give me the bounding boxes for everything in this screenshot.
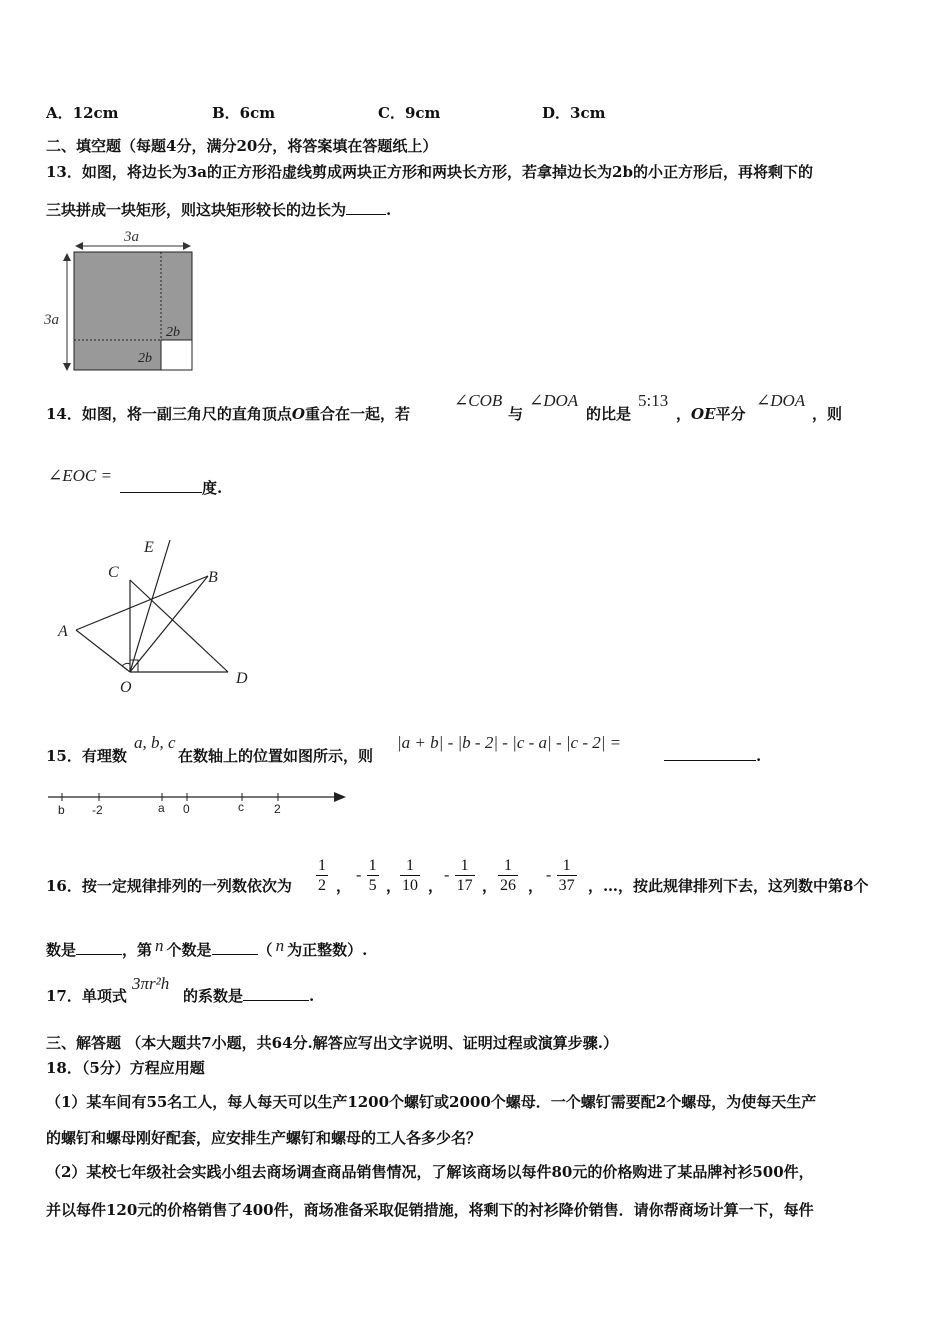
q16-den-6: 37	[558, 877, 575, 894]
q18-title: 18．（5分）方程应用题	[46, 1059, 205, 1077]
q14-angle-doa: ∠DOA	[529, 391, 579, 410]
q14-label-C: C	[108, 564, 119, 581]
q13-label-left: 3a	[44, 312, 59, 328]
q16-sep-2: ，	[386, 877, 402, 895]
q17-prefix: 17．单项式	[46, 987, 127, 1005]
q16-num-3: 1	[400, 856, 420, 876]
q15-expr: |a + b| - |b - 2| - |c - a| - |c - 2| =	[397, 733, 622, 752]
q15-answer-line	[664, 746, 761, 766]
q14-label-A: A	[58, 623, 68, 640]
q14-label-B: B	[208, 569, 218, 586]
q16-line2b: ，第	[122, 941, 153, 959]
q13-line1: 13．如图，将边长为3a的正方形沿虚线剪成两块正方形和两块长方形，若拿掉边长为2b的小正方形后，再将剩下的	[46, 163, 813, 181]
q13-answer-blank[interactable]	[346, 214, 386, 215]
q15-mid: 在数轴上的位置如图所示，则	[178, 747, 374, 765]
q17-line	[183, 986, 314, 1006]
q16-den-3: 10	[402, 877, 418, 894]
q14-label-D: D	[236, 670, 248, 687]
q16-sep-5: ，	[528, 877, 544, 895]
q14-text-b: 重合在一起，若	[304, 405, 410, 423]
q14-angle-doa-2: ∠DOA	[756, 391, 806, 410]
q16-prefix: 16．按一定规律排列的一列数依次为	[46, 877, 292, 895]
q14-label-E: E	[144, 539, 154, 556]
q13-end: .	[386, 201, 392, 219]
q17-answer-blank[interactable]	[243, 1000, 309, 1001]
section2-header: 二、填空题（每题4分，满分20分，将答案填在答题纸上）	[46, 137, 438, 155]
q17-expr: 3πr²h	[132, 974, 170, 993]
q13-removed-square	[161, 340, 192, 370]
q14-mid2: 的比是	[586, 405, 632, 423]
q16-den-5: 26	[500, 877, 516, 894]
q15-number-line	[44, 786, 354, 820]
q14-label-O: O	[120, 679, 132, 696]
q16-term-4	[444, 856, 475, 896]
q16-frac-2	[367, 856, 379, 895]
q15-tick-a: a	[158, 801, 165, 815]
q16-den-1: 2	[318, 877, 326, 894]
q15-abc: a, b, c	[134, 733, 176, 752]
q16-sep-1: ，	[336, 877, 352, 895]
q13-label-inner-right: 2b	[166, 325, 180, 340]
q14-OE: OE	[691, 405, 716, 423]
q15-tick-b: b	[58, 803, 65, 817]
q16-sign-4: -	[444, 866, 450, 884]
q16-line2a: 数是	[46, 941, 77, 959]
q15-tick-2: 2	[274, 802, 281, 816]
q16-term-2	[356, 856, 379, 896]
q14-ratio: 5:13	[638, 391, 669, 410]
q14-line2	[120, 478, 222, 498]
q16-sep-3: ，	[428, 877, 444, 895]
choice-a: A．12cm	[46, 104, 119, 122]
q16-n-2: n	[275, 936, 285, 955]
q17-suffix: 的系数是	[183, 987, 244, 1005]
q15-end: .	[756, 747, 762, 765]
q14-answer-blank[interactable]	[120, 492, 202, 493]
q16-num-2: 1	[368, 857, 377, 874]
q16-term-1	[316, 856, 328, 896]
q14-prefix	[46, 404, 410, 424]
q14-text-a: 14．如图，将一副三角尺的直角顶点	[46, 405, 292, 423]
q16-sep-4: ，	[482, 877, 498, 895]
q14-eoc: ∠EOC =	[48, 466, 112, 485]
q18-p1a: （1）某车间有55名工人，每人每天可以生产1200个螺钉或2000个螺母．一个螺钉需要配2个螺母，为使每天生产	[46, 1093, 817, 1111]
q13-text: 三块拼成一块矩形，则这块矩形较长的边长为	[46, 201, 347, 219]
q14-O: O	[291, 405, 305, 423]
q16-line2	[46, 936, 368, 960]
choice-c: C．9cm	[378, 104, 441, 122]
q14-ze: ，则	[812, 405, 843, 423]
q16-sign-6: -	[546, 866, 552, 884]
q14-oe	[676, 404, 746, 424]
choice-b: B．6cm	[212, 104, 276, 122]
q13-label-top: 3a	[124, 229, 139, 245]
q18-p2a: （2）某校七年级社会实践小组去商场调查商品销售情况，了解该商场以每件80元的价格购进了某品牌衬衫500件，	[46, 1163, 814, 1181]
q15-tick-c: c	[238, 800, 244, 814]
q16-num-1: 1	[318, 857, 326, 874]
q16-line2c: 个数是	[166, 941, 212, 959]
q14-angle-cob: ∠COB	[454, 391, 503, 410]
q16-term-3	[400, 856, 420, 896]
q13-figure	[40, 226, 205, 376]
q15-tick-m2: -2	[92, 803, 103, 817]
q16-term-6	[546, 856, 577, 896]
choice-d: D．3cm	[542, 104, 606, 122]
q16-frac-5	[498, 856, 518, 895]
q15-answer-blank[interactable]	[664, 760, 756, 761]
q16-num-4: 1	[455, 856, 475, 876]
q16-den-2: 5	[368, 877, 377, 894]
q13-label-inner-bottom: 2b	[138, 351, 152, 366]
q16-line2d: （	[257, 941, 273, 959]
section3-header: 三、解答题 （本大题共7小题，共64分.解答应写出文字说明、证明过程或演算步骤.）	[46, 1034, 618, 1052]
q18-p2b: 并以每件120元的价格销售了400件，商场准备采取促销措施，将剩下的衬衫降价销售．请你帮商场计算一下，每件	[46, 1201, 814, 1219]
q16-answer-blank-1[interactable]	[76, 954, 122, 955]
q17-end: .	[309, 987, 315, 1005]
q14-du: 度.	[202, 479, 223, 497]
q16-sign-2: -	[356, 866, 362, 884]
q14-figure	[50, 530, 270, 700]
q14-yu: 与	[508, 405, 524, 423]
q18-p1b: 的螺钉和螺母刚好配套，应安排生产螺钉和螺母的工人各多少名？	[46, 1129, 482, 1147]
q16-frac-1	[316, 856, 328, 895]
q16-frac-6	[557, 856, 577, 895]
q16-line2e: 为正整数）.	[287, 941, 368, 959]
q16-num-5: 1	[498, 856, 518, 876]
q16-num-6: 1	[557, 856, 577, 876]
q16-suffix: ，…，按此规律排列下去，这列数中第8个	[588, 877, 869, 895]
q16-n-1: n	[155, 936, 164, 955]
q14-comma: ，	[676, 405, 692, 423]
q16-den-4: 17	[456, 877, 473, 894]
q16-frac-3	[400, 856, 420, 895]
q15-tick-0: 0	[183, 802, 190, 816]
q14-ping: 平分	[715, 405, 746, 423]
q16-term-5	[498, 856, 518, 896]
q13-line2	[46, 200, 391, 220]
q16-answer-blank-2[interactable]	[212, 954, 258, 955]
q16-frac-4	[455, 856, 475, 895]
q15-prefix: 15．有理数	[46, 747, 127, 765]
